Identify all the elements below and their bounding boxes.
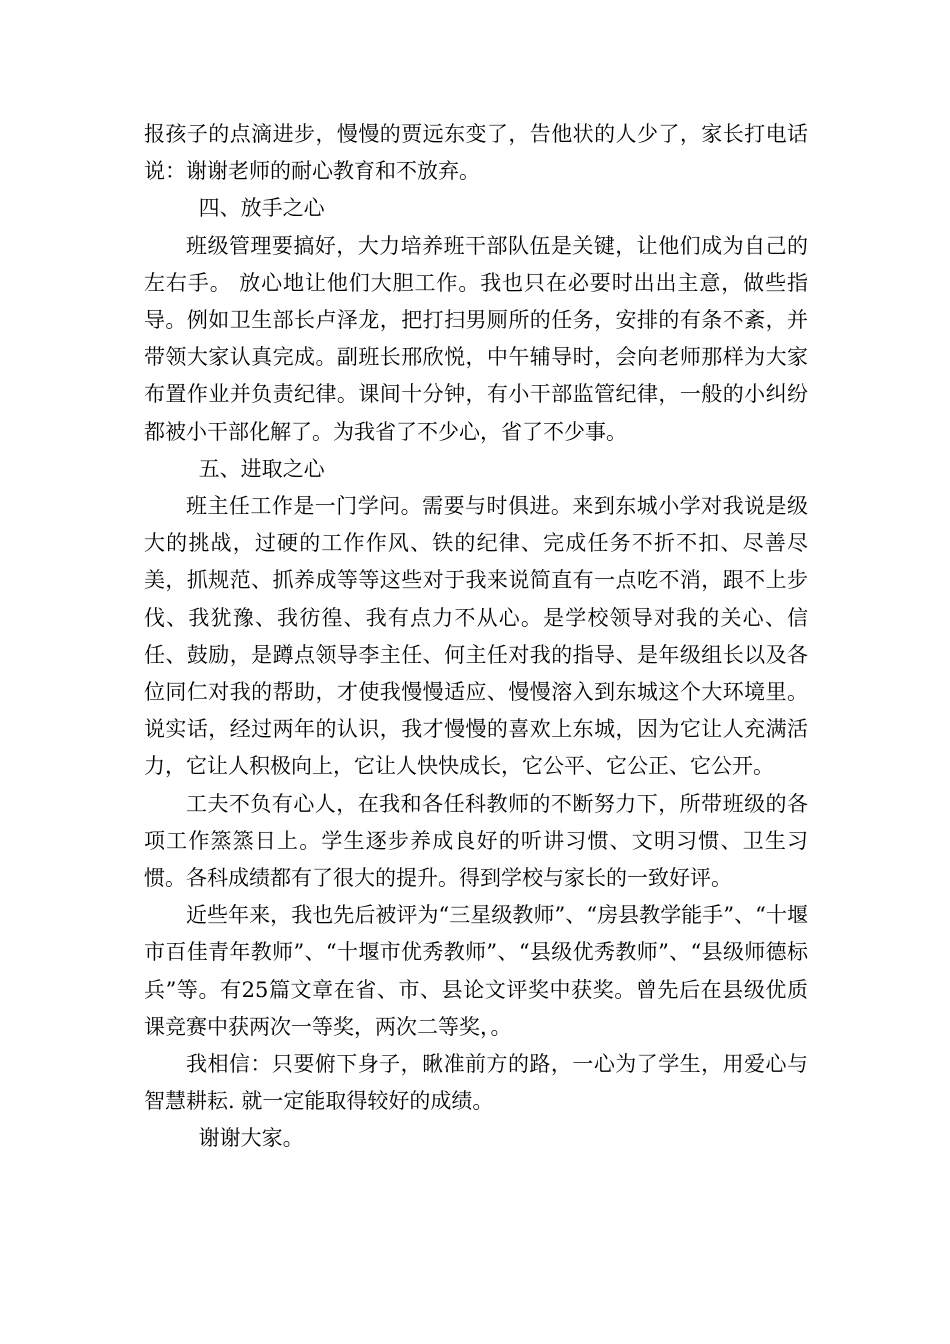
paragraph-head-teacher-work: 班主任工作是一门学问。需要与时俱进。来到东城小学对我说是级大的挑战，过硬的工作作风、铁的纪律、完成任务不折不扣、尽善尽美，抓规范、抓养成等等这些对于我来说简直有一点吃不消，跟不上步伐、我犹豫、我彷徨、我有点力不从心。是学校领导对我的关心、信任、鼓励，是蹲点领导李主任、何主任对我的指导、是年级组长以及各位同仁对我的帮助，才使我慢慢适应、慢慢溶入到东城这个大环境里。说实话，经过两年的认识，我才慢慢的喜欢上东城，因为它让人充满活力，它让人积极向上，它让人快快成长，它公平、它公正、它公开。 [144, 494, 808, 779]
section-heading-five: 五、进取之心 [198, 456, 325, 481]
paragraph-honors: 近些年来，我也先后被评为“三星级教师”、“房县教学能手”、“十堰市百佳青年教师”、“十堰市优秀教师”、“县级优秀教师”、“县级师德标兵”等。有25篇文章在省、市、县论文评奖中获奖。曾先后在县级优质课竞赛中获两次一等奖，两次二等奖，。 [144, 903, 808, 1039]
paragraph-hard-work: 工夫不负有心人，在我和各任科教师的不断努力下，所带班级的各项工作篜篜日上。学生逐步养成良好的听讲习惯、文明习惯、卫生习惯。各科成绩都有了很大的提升。得到学校与家长的一致好评。 [144, 791, 808, 891]
paragraph-continued: 报孩子的点滴进步，慢慢的贾远东变了，告他状的人少了，家长打电话说：谢谢老师的耐心教育和不放弃。 [144, 122, 808, 184]
closing-thanks: 谢谢大家。 [198, 1126, 304, 1151]
section-heading-four: 四、放手之心 [198, 196, 325, 221]
paragraph-class-management: 班级管理要搞好，大力培养班干部队伍是关键，让他们成为自己的左右手。 放心地让他们大胆工作。我也只在必要时出出主意，做些指导。例如卫生部长卢泽龙，把打扫男厕所的任务，安排的有条不紊，并带领大家认真完成。副班长邢欣悦，中午辅导时，会向老师那样为大家布置作业并负责纪律。课间十分钟，有小干部监管纪律，一般的小纠纷都被小干部化解了。为我省了不少心，省了不少事。 [144, 233, 808, 444]
document-body [144, 116, 808, 1158]
paragraph-belief: 我相信：只要俯下身子，瞅准前方的路，一心为了学生，用爱心与智慧耕耘. 就一定能取得较好的成绩。 [144, 1052, 808, 1114]
